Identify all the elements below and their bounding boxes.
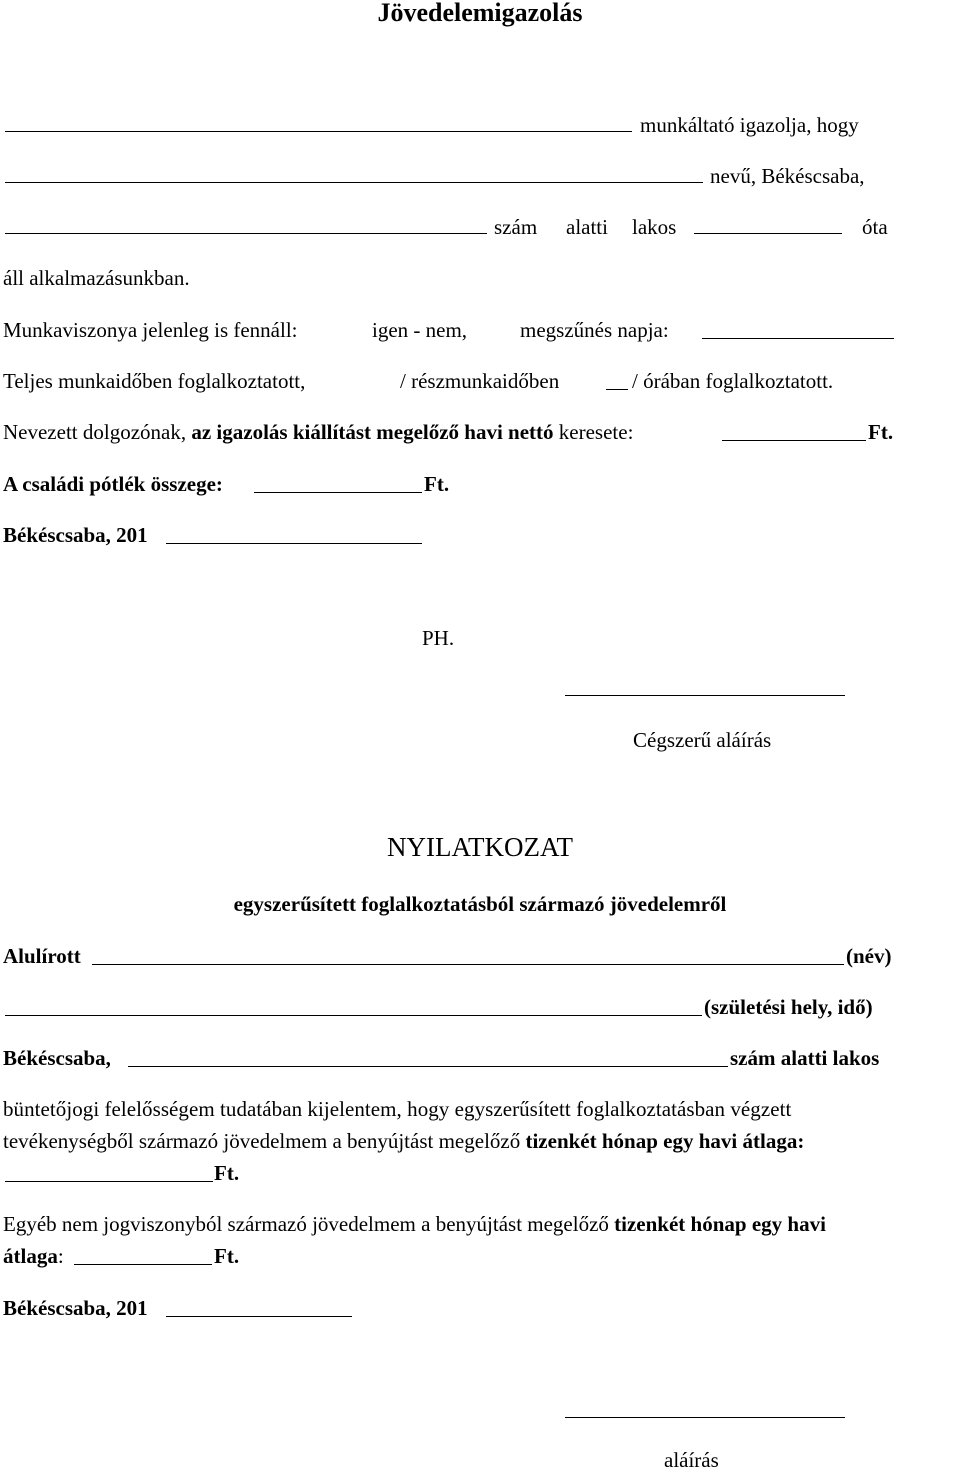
employer-text: munkáltató igazolja, hogy bbox=[640, 113, 859, 137]
address-suffix: szám alatti lakos bbox=[730, 1046, 880, 1070]
undersigned-label: Alulírott bbox=[3, 944, 81, 968]
net-income-bold: az igazolás kiállítást megelőző havi nettó bbox=[191, 420, 554, 444]
declaration-paragraph-2-line-2 bbox=[3, 1243, 64, 1269]
address-word-lakos: lakos bbox=[632, 215, 677, 239]
family-allowance-label: A családi pótlék összege: bbox=[3, 472, 223, 496]
net-income-prefix: Nevezett dolgozónak, bbox=[3, 420, 187, 444]
working-time-part: / részmunkaidőben bbox=[400, 369, 560, 393]
employment-status-text bbox=[3, 317, 298, 343]
stamp-label: PH. bbox=[422, 626, 455, 650]
other-income-currency: Ft. bbox=[214, 1244, 240, 1268]
termination-date-label: megszűnés napja: bbox=[520, 318, 669, 342]
working-time-full: Teljes munkaidőben foglalkoztatott, bbox=[3, 369, 306, 393]
birth-suffix: (születési hely, idő) bbox=[704, 995, 873, 1019]
termination-date-blank[interactable] bbox=[702, 338, 894, 339]
declaration-subtitle: egyszerűsített foglalkoztatásból származó jövedelemről bbox=[233, 892, 727, 916]
working-time-hours: / órában foglalkoztatott. bbox=[632, 369, 834, 393]
page-title: Jövedelemigazolás bbox=[377, 0, 583, 27]
declarant-signature-label: aláírás bbox=[664, 1448, 719, 1472]
p2-text: Egyéb nem jogviszonyból származó jövedelmem a benyújtást megelőző bbox=[3, 1212, 609, 1236]
net-income-line bbox=[3, 419, 633, 445]
employee-name-blank[interactable] bbox=[5, 182, 703, 183]
name-city-text: nevű, Békéscsaba, bbox=[710, 164, 865, 188]
address-blank[interactable] bbox=[5, 233, 487, 234]
address-word-szam: szám bbox=[494, 215, 538, 239]
employment-text: áll alkalmazásunkban. bbox=[3, 266, 190, 290]
declaration-paragraph-1-line-2 bbox=[3, 1128, 804, 1154]
employer-blank[interactable] bbox=[5, 131, 632, 132]
hours-blank[interactable] bbox=[606, 389, 628, 390]
address-word-ota: óta bbox=[862, 215, 888, 239]
address-word-alatti: alatti bbox=[566, 215, 608, 239]
p2-bold: tizenkét hónap egy havi bbox=[614, 1212, 826, 1236]
declaration-paragraph-1-line-1: büntetőjogi felelősségem tudatában kijelentem, hogy egyszerűsített foglalkoztatásban végzett bbox=[3, 1097, 792, 1121]
company-signature-label: Cégszerű aláírás bbox=[633, 728, 772, 752]
date-blank[interactable] bbox=[166, 543, 422, 544]
declaration-title: NYILATKOZAT bbox=[387, 832, 573, 862]
declarant-address-blank[interactable] bbox=[128, 1066, 728, 1067]
declaration-date-label: Békéscsaba, 201 bbox=[3, 1296, 148, 1320]
net-income-label: keresete: bbox=[558, 420, 634, 444]
place-date-label: Békéscsaba, 201 bbox=[3, 523, 148, 547]
company-signature-line[interactable] bbox=[565, 695, 845, 696]
since-date-blank[interactable] bbox=[694, 233, 842, 234]
p1-text: tevékenységből származó jövedelmem a benyújtást megelőző bbox=[3, 1129, 521, 1153]
p1-bold: tizenkét hónap egy havi átlaga: bbox=[525, 1129, 805, 1153]
declarant-name-blank[interactable] bbox=[92, 964, 844, 965]
simplified-income-currency: Ft. bbox=[214, 1161, 240, 1185]
net-income-blank[interactable] bbox=[722, 440, 866, 441]
family-allowance-currency: Ft. bbox=[424, 472, 450, 496]
simplified-income-blank[interactable] bbox=[5, 1181, 213, 1182]
p2-average: átlaga bbox=[3, 1244, 58, 1268]
declaration-date-blank[interactable] bbox=[166, 1316, 352, 1317]
declarant-signature-line[interactable] bbox=[565, 1417, 845, 1418]
employment-status-label: Munkaviszonya jelenleg is fennáll: bbox=[3, 318, 298, 342]
net-income-currency: Ft. bbox=[868, 420, 894, 444]
p2-colon: : bbox=[57, 1244, 64, 1268]
declaration-paragraph-2-line-1 bbox=[3, 1211, 826, 1237]
yes-no-options[interactable]: igen - nem, bbox=[372, 318, 468, 342]
birth-place-date-blank[interactable] bbox=[5, 1015, 702, 1016]
name-suffix: (név) bbox=[846, 944, 892, 968]
family-allowance-blank[interactable] bbox=[254, 492, 422, 493]
declarant-city: Békéscsaba, bbox=[3, 1046, 111, 1070]
other-income-blank[interactable] bbox=[74, 1264, 212, 1265]
